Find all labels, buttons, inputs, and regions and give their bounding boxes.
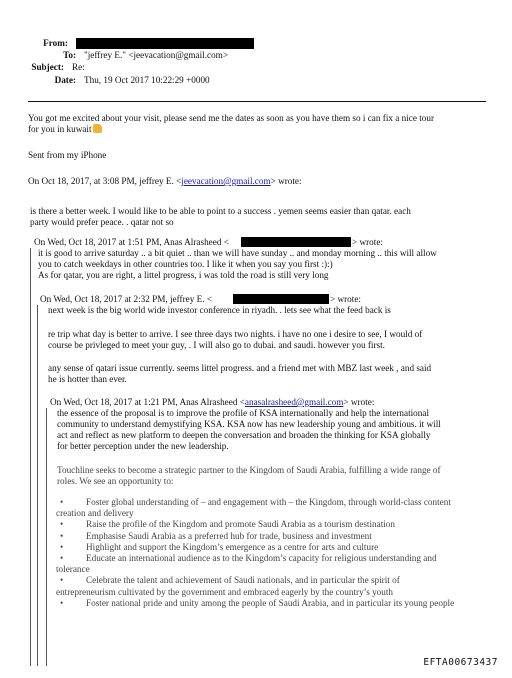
quote-1-line-3: As for qatar, you are right, a littel progress, i was told the road is still very long xyxy=(38,270,329,280)
q1-email-redaction xyxy=(241,237,351,247)
bullet-marker: • xyxy=(60,597,64,608)
list-item: Raise the profile of the Kingdom and promote Saudi Arabia as a tourism destination xyxy=(86,519,395,530)
quote-2-line-2: re trip what day is better to arrive. I see three days two nights. i have no one i desire to see, I would of xyxy=(48,329,423,339)
list-item: Educate an international audience as to the Kingdom’s capacity for religious understanding and xyxy=(86,553,437,563)
quote-2-line-3: course be privleged to meet your guy, . I will also go to dubai. and saudi. however you first. xyxy=(48,340,385,350)
opportunity-list xyxy=(52,497,492,617)
list-item: Emphasise Saudi Arabia as a preferred hub for trade, business and investment xyxy=(86,530,372,541)
list-item: entrepreneurism cultivated by the government and embraced eagerly by the country’s youth xyxy=(56,586,394,597)
touchline-line-2: roles. We see an opportunity to: xyxy=(57,476,174,486)
quote-2-line-5: he is hotter than ever. xyxy=(48,374,127,384)
bullet-marker: • xyxy=(60,553,64,563)
reply-line-1: You got me excited about your visit, please send me the dates as soon as you have them so i can fix a nice tour xyxy=(28,113,435,123)
quote-2-attribution: On Wed, Oct 18, 2017 at 2:32 PM, jeffrey E. < xyxy=(40,294,213,304)
quote-3-line-4: for better perception under the new leadership. xyxy=(57,441,229,451)
list-item: tolerance xyxy=(56,564,90,575)
bullet-marker: • xyxy=(60,530,64,541)
bullet-marker: • xyxy=(60,541,64,552)
quote-2-line-1: next week is the big world wide investor conference in riyadh. . lets see what the feed back is xyxy=(48,305,391,315)
list-item: creation and delivery xyxy=(56,508,134,519)
to-label: To: xyxy=(63,50,76,60)
subject-label: Subject: xyxy=(31,62,64,72)
to-value: "jeffrey E." <jeevacation@gmail.com> xyxy=(84,50,229,60)
subject-value: Re: xyxy=(72,62,85,72)
quote-2-wrote: > wrote: xyxy=(330,294,361,304)
date-value: Thu, 19 Oct 2017 10:22:29 +0000 xyxy=(84,75,210,85)
quote-1-line-2: you to catch weekdays in other countries too. I like it when you say you first :):) xyxy=(38,259,333,269)
email-link[interactable]: jeevacation@gmail.com xyxy=(181,176,271,186)
list-item: Foster national pride and unity among the people of Saudi Arabia, and in particular its young people xyxy=(86,597,455,608)
quote-3-line-1: the essence of the proposal is to improve the profile of KSA internationally and help the international xyxy=(57,408,429,418)
list-item: Celebrate the talent and achievement of Saudi nationals, and in particular the spirit of xyxy=(86,575,400,586)
quote-3-attribution: On Wed, Oct 18, 2017 at 1:21 PM, Anas Alrasheed <anasalrasheed@gmail.com> wrote: xyxy=(50,397,375,407)
quote-0-line-1: is there a better week. I would like to be able to point to a success . yemen seems easier than qatar. each xyxy=(30,206,411,216)
from-redaction xyxy=(76,38,254,49)
header-divider xyxy=(28,101,486,102)
quote-bar-2 xyxy=(37,305,38,666)
quote-0-attribution: On Oct 18, 2017, at 3:08 PM, jeffrey E. <jeevacation@gmail.com> wrote: xyxy=(28,176,302,186)
list-item: Highlight and support the Kingdom’s emergence as a centre for arts and culture xyxy=(86,541,379,552)
reply-line-2: for you in kuwait xyxy=(28,124,102,135)
document-id: EFTA00673437 xyxy=(423,657,498,668)
quote-bar-1 xyxy=(30,248,31,666)
email-link[interactable]: anasalrasheed@gmail.com xyxy=(244,397,344,407)
quote-1-line-1: it is good to arrive saturday .. a bit quiet .. than we will have sunday .. and monday morning .. this will allow xyxy=(38,248,437,258)
bullet-marker: • xyxy=(60,519,64,530)
from-label: From: xyxy=(43,38,68,48)
q2-email-redaction xyxy=(233,294,329,304)
bullet-marker: • xyxy=(60,497,64,507)
bullet-marker: • xyxy=(60,575,64,586)
quote-1-wrote: > wrote: xyxy=(352,237,383,247)
quote-0-line-2: party would prefer peace. . qatar not so xyxy=(30,217,174,227)
signature: Sent from my iPhone xyxy=(28,150,107,160)
quote-3-line-2: community to understand demystifying KSA. KSA now has new leadership young and ambitious. it will xyxy=(57,419,441,429)
touchline-line-1: Touchline seeks to become a strategic partner to the Kingdom of Saudi Arabia, fulfilling a wide range of xyxy=(57,465,441,475)
list-item: Foster global understanding of – and engagement with – the Kingdom, through world-class content xyxy=(86,497,451,507)
date-label: Date: xyxy=(54,75,76,85)
quote-2-line-4: any sense of qatari issue currently. seems littel progress. and a friend met with MBZ last week , and said xyxy=(48,363,432,373)
quote-1-attribution: On Wed, Oct 18, 2017 at 1:51 PM, Anas Alrasheed < xyxy=(34,237,229,247)
thumbs-up-icon xyxy=(93,124,102,133)
quote-3-line-3: act and reflect as new platform to deepen the conversation and broaden the thinking for KSA globally xyxy=(57,430,431,440)
quote-bar-3 xyxy=(46,408,47,666)
